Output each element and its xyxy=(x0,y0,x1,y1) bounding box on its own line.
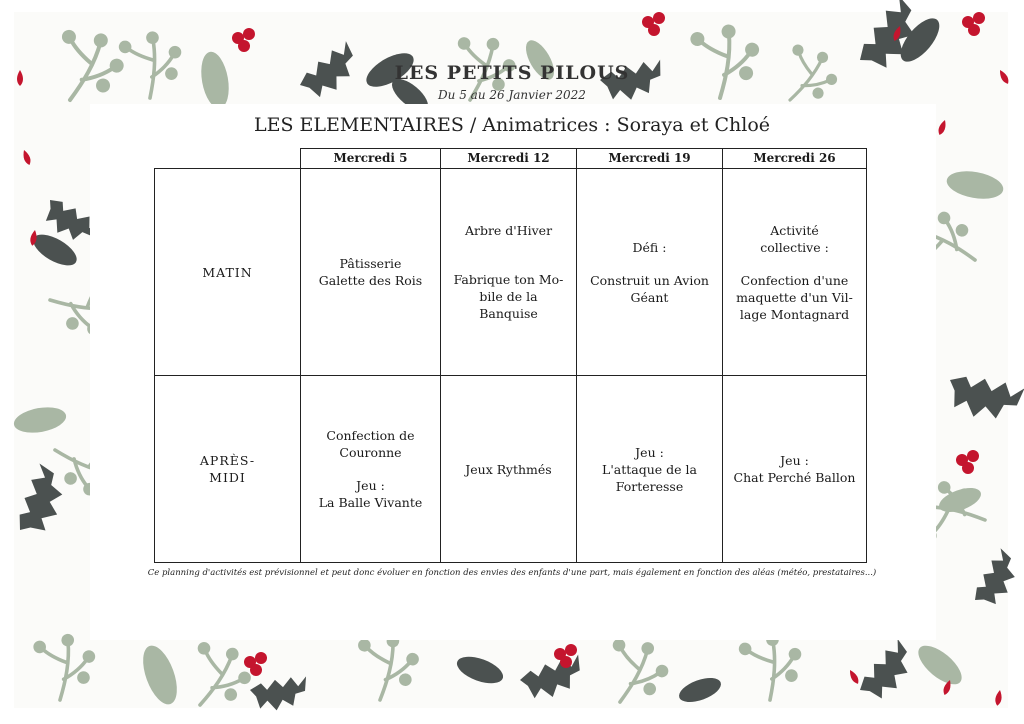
berry xyxy=(648,24,660,36)
activity-text: Galette des Rois xyxy=(318,273,423,288)
berry xyxy=(255,652,267,664)
page-title: LES PETITS PILOUS xyxy=(394,62,630,84)
activity-text: L'attaque de la xyxy=(602,461,697,477)
activity-text: lage Montagnard xyxy=(739,306,850,322)
berry xyxy=(967,450,979,462)
day-header: Mercredi 26 xyxy=(723,149,867,169)
day-header: Mercredi 19 xyxy=(577,149,723,169)
table-header-row xyxy=(155,149,867,169)
berry xyxy=(968,24,980,36)
row-label-morning: MATIN xyxy=(155,169,301,376)
activity-text: Fabrique ton Mo- xyxy=(453,272,564,287)
activity-cell xyxy=(441,169,577,376)
footnote: Ce planning d'activités est prévisionnel et peut donc évoluer en fonction des envies des enfants d'une part, mais également en fonction des aléas (météo, prestataires...) xyxy=(147,568,877,578)
row-label-line: APRÈS- xyxy=(199,453,256,468)
activity-text: Chat Perché Ballon xyxy=(733,470,856,485)
row-label-afternoon xyxy=(155,376,301,563)
activity-cell xyxy=(301,376,441,563)
activity-planning-table xyxy=(154,148,867,563)
activity-text: bile de la xyxy=(479,289,538,304)
activity-text: Forteresse xyxy=(615,478,684,494)
activity-text: Construit un Avion xyxy=(590,272,709,288)
activity-text: Banquise xyxy=(479,306,538,321)
berry xyxy=(565,644,577,656)
activity-text: Jeu : xyxy=(356,478,385,493)
activity-text: Jeu : xyxy=(635,444,664,460)
table-row-morning xyxy=(155,169,867,376)
activity-text: Géant xyxy=(630,289,669,305)
activity-text: Activité xyxy=(770,222,819,238)
activity-cell xyxy=(577,376,723,563)
table-row-afternoon xyxy=(155,376,867,563)
berry xyxy=(250,664,262,676)
berry xyxy=(973,12,985,24)
day-header: Mercredi 12 xyxy=(441,149,577,169)
activity-text: Jeu : xyxy=(780,453,809,468)
berry xyxy=(653,12,665,24)
berry xyxy=(962,462,974,474)
activity-text: La Balle Vivante xyxy=(318,495,423,510)
date-range: Du 5 au 26 Janvier 2022 xyxy=(438,88,586,102)
activity-text: collective : xyxy=(760,239,829,255)
header-corner xyxy=(155,149,301,169)
activity-cell xyxy=(577,169,723,376)
day-header: Mercredi 5 xyxy=(301,149,441,169)
activity-text: Jeux Rythmés xyxy=(465,461,552,477)
activity-cell xyxy=(723,169,867,376)
activity-cell xyxy=(441,376,577,563)
berry xyxy=(560,656,572,668)
page-subtitle: LES ELEMENTAIRES / Animatrices : Soraya et Chloé xyxy=(253,114,771,136)
activity-text: maquette d'un Vil- xyxy=(736,289,853,305)
activity-text: Défi : xyxy=(632,239,667,255)
activity-text: Pâtisserie xyxy=(339,256,402,271)
activity-text: Confection de xyxy=(326,428,415,443)
activity-text: Couronne xyxy=(339,445,402,460)
berry xyxy=(238,40,250,52)
activity-cell xyxy=(301,169,441,376)
row-label-line: MIDI xyxy=(209,470,246,485)
activity-text: Arbre d'Hiver xyxy=(464,223,553,238)
activity-cell xyxy=(723,376,867,563)
berry xyxy=(243,28,255,40)
activity-text: Confection d'une xyxy=(740,272,849,288)
